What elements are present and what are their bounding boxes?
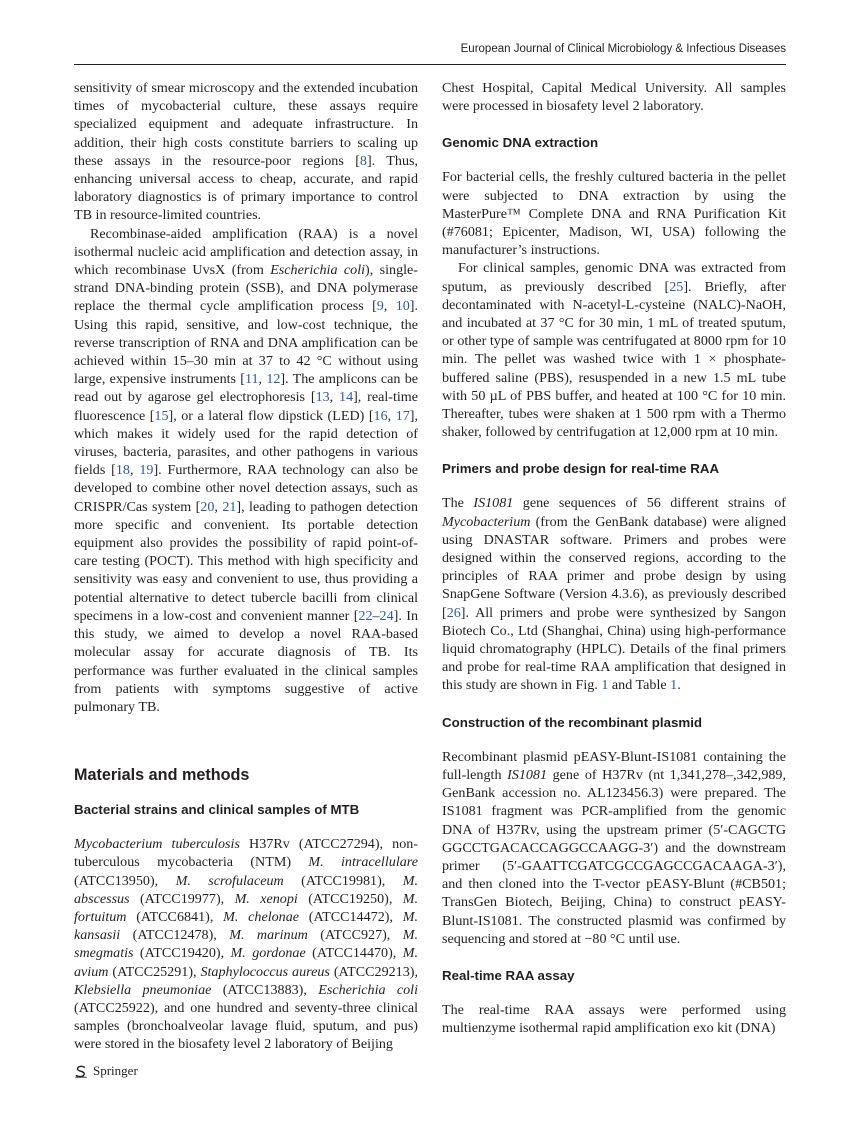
citation-link[interactable]: 22 xyxy=(358,607,373,624)
citation-link[interactable]: 21 xyxy=(222,498,237,515)
subsection-heading: Construction of the recombinant plasmid xyxy=(442,714,703,730)
paragraph: The IS1081 gene sequences of 56 different strains of Mycobacterium (from the GenBank database) were aligned using DNASTAR software. Primers and probes were designed within the conserved regions, according to the principles of RAA primer and probe design by using SnapGene Software (Version 4.3.6), as previously described [26]. All primers and probe were synthesized by Sangon Biotech Co., Ltd (Shanghai, China) using high-performance liquid chromatography (HPLC). Details of the final primers and probe for real-time RAA amplification that designed in this study are shown in Fig. 1 and Table 1. xyxy=(442,495,786,694)
subsection-heading: Primers and probe design for real-time RAA xyxy=(442,461,720,477)
header-rule xyxy=(74,64,786,65)
citation-link[interactable]: 10 xyxy=(395,298,410,315)
paragraph: Recombinant plasmid pEASY-Blunt-IS1081 containing the full-length IS1081 gene of H37Rv (nt 1,341,278–,342,989, GenBank accession no. AL123456.3) were prepared. The IS1081 fragment was PCR-amplified from the genomic DNA of H37Rv, using the upstream primer (5′-CAGCTG GGCCTGACACCAGGCCAAGG-3′) and the downstream primer (5′-GAATTCGATCGCCGAGCCGACAAGA-3′), and then cloned into the T-vector pEASY-Blunt (#CB501; TransGen Biotech, Beijing, China) to construct pEASY-Blunt-IS1081. The constructed plasmid was confirmed by sequencing and stored at −80 °C until use. xyxy=(442,748,786,947)
citation-link[interactable]: 11 xyxy=(244,371,259,388)
paragraph: The real-time RAA assays were performed using multienzyme isothermal rapid amplification exo kit (DNA) xyxy=(442,1001,786,1037)
right-column xyxy=(442,79,786,1037)
citation-link[interactable]: 16 xyxy=(373,407,388,424)
citation-link[interactable]: 26 xyxy=(446,604,461,621)
citation-link[interactable]: 8 xyxy=(359,152,367,169)
citation-link[interactable]: 9 xyxy=(376,298,384,315)
citation-link[interactable]: 25 xyxy=(669,278,684,295)
citation-link[interactable]: 17 xyxy=(395,407,410,424)
citation-link[interactable]: 19 xyxy=(139,462,154,479)
publisher-name: Springer xyxy=(93,1063,138,1078)
section-heading: Materials and methods xyxy=(74,766,250,785)
paragraph: Chest Hospital, Capital Medical University. All samples were processed in biosafety level 2 laboratory. xyxy=(442,80,786,115)
citation-link[interactable]: 12 xyxy=(266,371,281,388)
running-head: European Journal of Clinical Microbiology & Infectious Diseases xyxy=(460,43,786,55)
citation-link[interactable]: 20 xyxy=(200,498,215,515)
citation-link[interactable]: 14 xyxy=(339,389,354,406)
paragraph: sensitivity of smear microscopy and the extended incubation times of mycobacterial culture, these assays require specialized equipment and adequate infrastructure. In addition, their high costs constitute barriers to scaling up these assays in the resource-poor regions [8]. Thus, enhancing universal access to cheap, accurate, and rapid laboratory diagnostics is of primary importance to control TB in resource-limited countries. xyxy=(74,80,418,224)
subsection-heading: Bacterial strains and clinical samples of MTB xyxy=(74,802,360,818)
citation-link[interactable]: 24 xyxy=(379,607,394,624)
page-footer xyxy=(74,1063,138,1079)
left-column xyxy=(74,79,418,1054)
figure-link[interactable]: 1 xyxy=(601,677,609,694)
paragraph: For bacterial cells, the freshly cultured bacteria in the pellet were subjected to DNA extraction by using the MasterPure™ Complete DNA and RNA Purification Kit (#76081; Epicenter, Madison, WI, USA) following the manufacturer’s instructions. xyxy=(442,169,786,259)
subsection-heading: Genomic DNA extraction xyxy=(442,135,599,151)
paragraph: For clinical samples, genomic DNA was extracted from sputum, as previously described [25]. Briefly, after decontaminated with N-acetyl-L-cysteine (NALC)-NaOH, and incubated at 37 °C for 30 min, 1 mL of treated sputum, or other type of sample was centrifugated at 8000 rpm for 10 min. The pellet was washed twice with 1 × phosphate-buffered saline (PBS), resuspended in a new 1.5 mL tube with 50 µL of PBS buffer, and heated at 100 °C for 10 min. Thereafter, tubes were shaken at 1 500 rpm with a Thermo shaker, followed by centrifugation at 12,000 rpm at 10 min. xyxy=(442,260,786,441)
springer-logo-icon xyxy=(74,1065,88,1078)
subsection-heading: Real-time RAA assay xyxy=(442,967,575,983)
citation-link[interactable]: 15 xyxy=(154,407,169,424)
citation-link[interactable]: 18 xyxy=(115,462,130,479)
citation-link[interactable]: 13 xyxy=(315,389,330,406)
paragraph: Recombinase-aided amplification (RAA) is a novel isothermal nucleic acid amplification and detection assay, in which recombinase UvsX (from Escherichia coli), single-strand DNA-binding protein (SSB), and DNA polymerase replace the thermal cycle amplification process [9, 10]. Using this rapid, sensitive, and low-cost technique, the reverse transcription of RNA and DNA amplification can be achieved within 15–30 min at 37 to 42 °C without using large, expensive instruments [11, 12]. The amplicons can be read out by agarose gel electrophoresis [13, 14], real-time fluorescence [15], or a lateral flow dipstick (LED) [16, 17], which makes it widely used for the rapid detection of viruses, bacteria, parasites, and other pathogens in various fields [18, 19]. Furthermore, RAA technology can also be developed to combine other novel detection assays, such as CRISPR/Cas system [20, 21], leading to pathogen detection more specific and convenient. Its portable detection equipment also provides the possibility of rapid point-of-care testing (POCT). This method with high specificity and sensitivity was easy and convenient to use, thus providing a potential alternative to detect tubercle bacilli from clinical specimens in a low-cost and convenient manner [22–24]. In this study, we aimed to develop a novel RAA-based molecular assay for accurate diagnosis of TB. Its performance was further evaluated in the clinical samples from patients with symptoms suggestive of active pulmonary TB. xyxy=(74,225,419,715)
table-link[interactable]: 1 xyxy=(670,677,678,694)
paragraph: Mycobacterium tuberculosis H37Rv (ATCC27294), non-tuberculous mycobacteria (NTM) M. intracellulare (ATCC13950), M. scrofulaceum (ATCC19981), M. abscessus (ATCC19977), M. xenopi (ATCC19250), M. fortuitum (ATCC6841), M. chelonae (ATCC14472), M. kansasii (ATCC12478), M. marinum (ATCC927), M. smegmatis (ATCC19420), M. gordonae (ATCC14470), M. avium (ATCC25291), Staphylococcus aureus (ATCC29213), Klebsiella pneumoniae (ATCC13883), Escherichia coli (ATCC25922), and one hundred and seventy-three clinical samples (bronchoalveolar lavage fluid, sputum, and pus) were stored in the biosafety level 2 laboratory of Beijing xyxy=(74,836,419,1053)
